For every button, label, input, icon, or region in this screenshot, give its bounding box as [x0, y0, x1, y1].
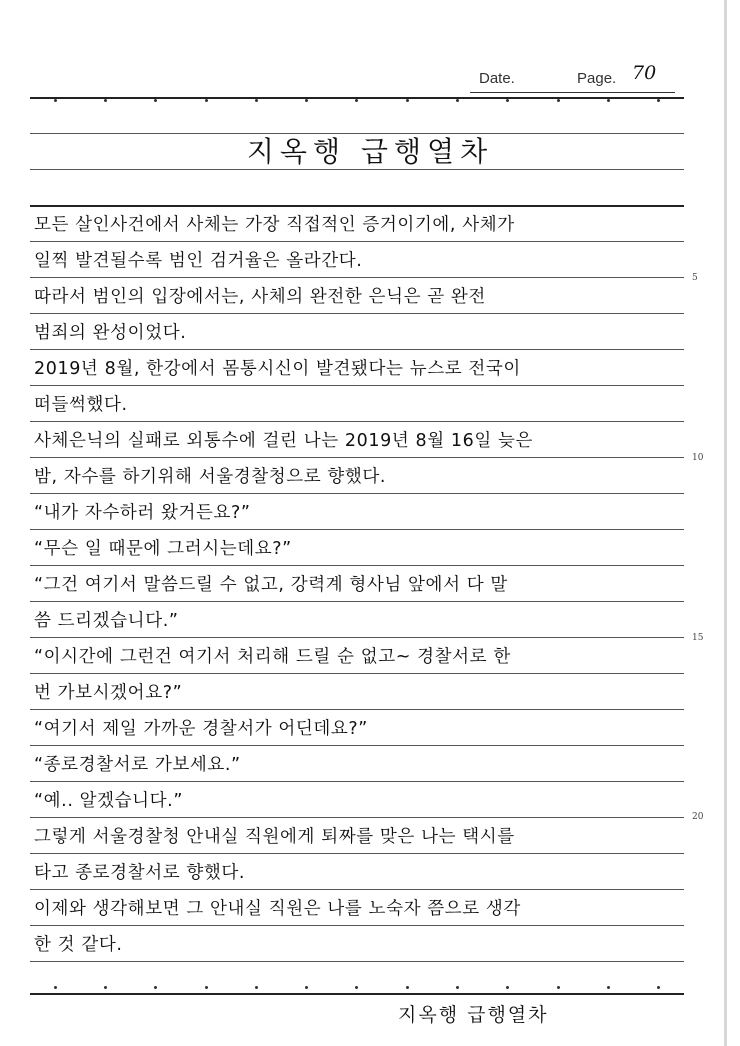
- body-line: “예.. 알겠습니다.”: [34, 791, 184, 811]
- body-line: 2019년 8월, 한강에서 몸통시신이 발견됐다는 뉴스로 전국이: [34, 359, 521, 379]
- body-line: 밤, 자수를 하기위해 서울경찰청으로 향했다.: [34, 467, 387, 487]
- bottom-dot-row: [30, 984, 684, 990]
- body-line: 그렇게 서울경찰청 안내실 직원에게 퇴짜를 맞은 나는 택시를: [34, 827, 515, 847]
- body-line: “내가 자수하러 왔거든요?”: [34, 503, 251, 523]
- body-line: 번 가보시겠어요?”: [34, 683, 183, 703]
- body-line: 일찍 발견될수록 범인 검거율은 올라간다.: [34, 251, 363, 271]
- body-line: “그건 여기서 말씀드릴 수 없고, 강력계 형사님 앞에서 다 말: [34, 575, 508, 595]
- page-label: Page.: [577, 70, 617, 87]
- page-number: 70: [632, 62, 657, 84]
- header-underline: [470, 92, 675, 93]
- line-number: 15: [692, 633, 704, 643]
- body-line: “종로경찰서로 가보세요.”: [34, 755, 241, 775]
- body-line: 한 것 같다.: [34, 935, 123, 955]
- body-line: 타고 종로경찰서로 향했다.: [34, 863, 246, 883]
- body-line: 사체은닉의 실패로 외통수에 걸린 나는 2019년 8월 16일 늦은: [34, 431, 534, 451]
- line-number: 10: [692, 453, 704, 463]
- body-line: “여기서 제일 가까운 경찰서가 어딘데요?”: [34, 719, 368, 739]
- body-line: 이제와 생각해보면 그 안내실 직원은 나를 노숙자 쯤으로 생각: [34, 899, 521, 919]
- top-dot-row: [30, 97, 684, 103]
- body-line: 범죄의 완성이었다.: [34, 323, 187, 343]
- body-line: 떠들썩했다.: [34, 395, 128, 415]
- date-label: Date.: [479, 70, 515, 87]
- body-line: “무슨 일 때문에 그러시는데요?”: [34, 539, 292, 559]
- page-title: 지옥행 급행열차: [246, 135, 494, 168]
- body-line: 따라서 범인의 입장에서는, 사체의 완전한 은닉은 곧 완전: [34, 287, 486, 307]
- line-number: 5: [692, 273, 698, 283]
- line-number: 20: [692, 812, 704, 822]
- body-line: 씀 드리겠습니다.”: [34, 611, 179, 631]
- footer-title: 지옥행 급행열차: [398, 1004, 549, 1026]
- body-line: 모든 살인사건에서 사체는 가장 직접적인 증거이기에, 사체가: [34, 215, 515, 235]
- body-line: “이시간에 그런건 여기서 처리해 드릴 순 없고~ 경찰서로 한: [34, 647, 511, 667]
